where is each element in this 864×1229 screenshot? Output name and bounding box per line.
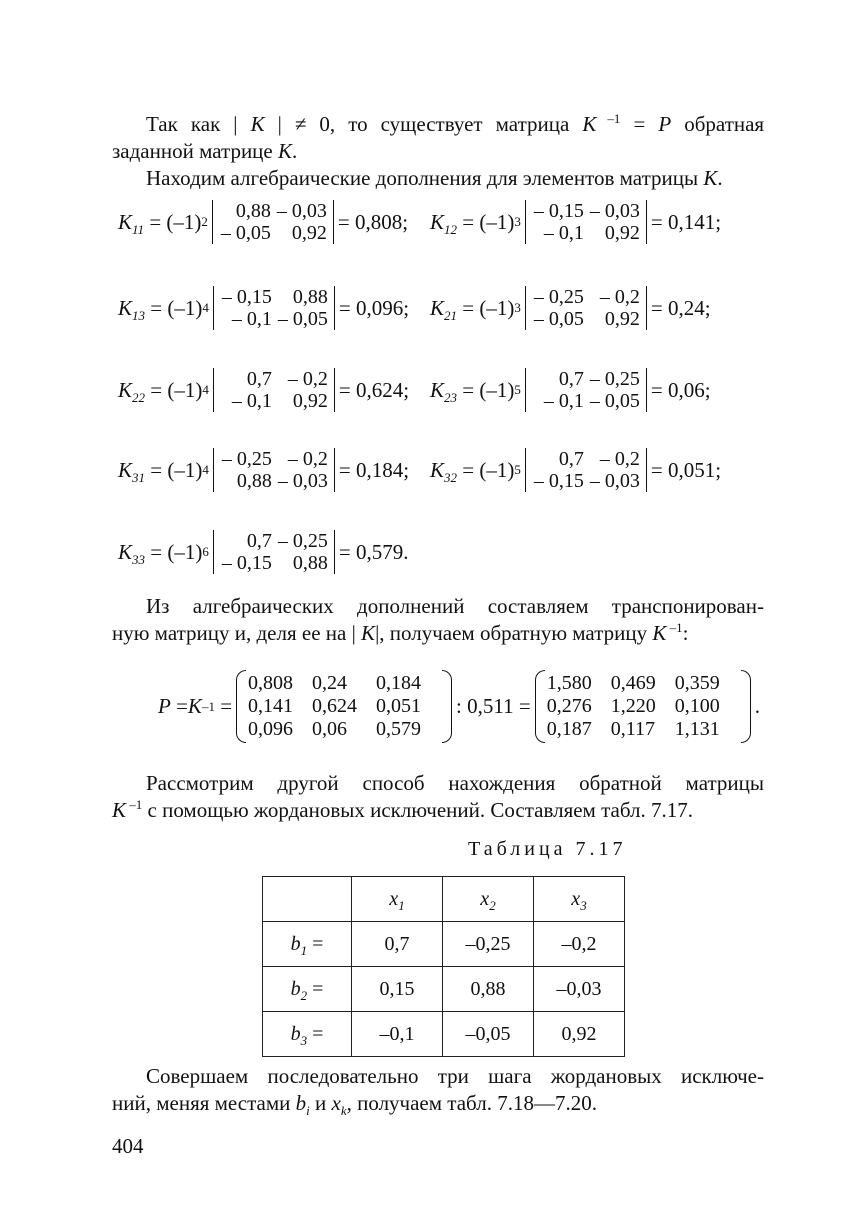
det-row [220, 286, 328, 308]
table-header-cell [263, 877, 352, 922]
var-label: $b_1$ [290, 932, 308, 958]
cofactor-index: 11 [132, 221, 145, 237]
cofactor-result: = 0,06; [650, 377, 711, 402]
det-cell: 0,7 [558, 448, 584, 470]
cofactor-result: = 0,579. [338, 539, 409, 564]
matrix-cell: 0,096 [248, 718, 294, 740]
cofactor-index: 23 [444, 389, 458, 405]
table-cell: 0,7 [352, 922, 443, 967]
table-cell: –0,03 [534, 967, 625, 1012]
cofactor-index: 31 [132, 469, 146, 485]
cofactor-symbol: $K_{23}$ [430, 377, 458, 405]
minor-determinant [525, 286, 647, 330]
det-cell: – 0,2 [599, 286, 640, 308]
var-index: 3 [300, 1032, 308, 1048]
cofactor-index: 22 [132, 389, 146, 405]
cofactor-symbol: $K_{11}$ [118, 209, 145, 237]
matrix-cell: 0,117 [610, 718, 655, 740]
row-label: $b_3$ = [263, 1012, 352, 1057]
matrix-cell: 0,06 [312, 718, 348, 740]
var-label: $x_3$ [571, 887, 587, 913]
paragraph-transpose-line2: ную матрицу и, деля ее на | K|, получаем обратную матрицу K $^{-1}$: [112, 620, 689, 645]
table-header-row [263, 877, 625, 922]
cofactor-K31: $K_{31}$ = (–1) 4 – 0,25 – 0,2 0,88 – 0,03 = 0,184; [118, 448, 410, 492]
table-header-cell [443, 877, 534, 922]
var-index: 1 [300, 942, 308, 958]
minor-determinant [213, 368, 335, 412]
row-label: $b_1$ = [263, 922, 352, 967]
cofactor-K32: $K_{32}$ = (–1) 5 0,7 – 0,2 – 0,15 – 0,03 = 0,051; [430, 448, 722, 492]
det-cell: 0,88 [292, 286, 328, 308]
sign-factor: = (–1) [144, 209, 202, 234]
var-label: $x_2$ [480, 887, 496, 913]
cofactor-index: 33 [132, 551, 146, 567]
row-label: $b_2$ = [263, 967, 352, 1012]
det-cell: – 0,1 [231, 308, 272, 330]
det-cell: – 0,1 [231, 390, 272, 412]
cofactor-K33: $K_{33}$ = (–1) 6 0,7 – 0,25 – 0,15 0,88 = 0,579. [118, 530, 409, 574]
minor-determinant [213, 448, 335, 492]
cofactor-symbol: $K_{22}$ [118, 377, 146, 405]
det-cell: 0,7 [246, 368, 272, 390]
matrix-cell: 0,184 [376, 672, 422, 694]
cofactor-symbol: $K_{21}$ [430, 295, 458, 323]
var-index: 2 [300, 987, 308, 1003]
det-cell: – 0,03 [276, 200, 327, 222]
det-cell: 0,7 [558, 368, 584, 390]
matrix-row [547, 672, 739, 695]
matrix-cell: 0,808 [248, 672, 294, 694]
det-cell: 0,92 [291, 222, 327, 244]
paragraph-find-cofactors: Находим алгебраические дополнения для элементов матрицы K. [146, 166, 723, 190]
paragraph-transpose: Из алгебраических дополнений составляем транспонирован- [146, 594, 764, 618]
var-label: $x_1$ [389, 887, 405, 913]
transposed-cofactor-matrix [236, 672, 452, 741]
cofactor-result: = 0,096; [338, 295, 410, 320]
det-cell: – 0,05 [533, 308, 584, 330]
det-row [532, 448, 640, 470]
cofactor-result: = 0,808; [337, 209, 409, 234]
matrix-cell: 1,220 [610, 695, 656, 717]
det-row [220, 308, 328, 330]
det-row [220, 368, 328, 390]
var-index: 3 [580, 897, 587, 913]
det-row [532, 368, 640, 390]
det-cell: 0,88 [292, 552, 328, 574]
matrix-row [547, 695, 739, 718]
det-cell: – 0,03 [277, 470, 328, 492]
det-cell: 0,7 [246, 530, 272, 552]
det-cell: – 0,1 [543, 390, 584, 412]
det-cell: – 0,1 [543, 222, 584, 244]
det-cell: – 0,05 [277, 308, 328, 330]
det-row [532, 222, 640, 244]
matrix-cell: 0,100 [674, 695, 720, 717]
det-row [220, 448, 328, 470]
minor-determinant [212, 200, 334, 244]
det-cell: – 0,25 [221, 448, 272, 470]
det-cell: 0,88 [236, 470, 272, 492]
cofactor-index: 13 [132, 307, 146, 323]
cofactor-K23: $K_{23}$ = (–1) 5 0,7 – 0,25 – 0,1 – 0,05 = 0,06; [430, 368, 711, 412]
table-row [263, 967, 625, 1012]
minor-determinant [213, 530, 335, 574]
det-row [532, 390, 640, 412]
det-row [532, 286, 640, 308]
cofactor-symbol: $K_{33}$ [118, 539, 146, 567]
sign-factor: = (–1) [145, 539, 203, 564]
sign-factor: = (–1) [457, 295, 515, 320]
var-index: 2 [489, 897, 496, 913]
matrix-cell: 0,469 [610, 672, 656, 694]
cofactor-result: = 0,184; [338, 457, 410, 482]
paragraph-steps-line2: ний, меняя местами $b_i$ и $x_k$, получаем табл. 7.18—7.20. [112, 1091, 597, 1119]
det-row [219, 200, 327, 222]
det-cell: – 0,25 [277, 530, 328, 552]
cofactor-result: = 0,624; [338, 377, 410, 402]
matrix-cell: 0,141 [248, 695, 294, 717]
det-row [220, 470, 328, 492]
det-cell: – 0,03 [589, 470, 640, 492]
cofactor-symbol: $K_{32}$ [430, 457, 458, 485]
cofactor-K12: $K_{12}$ = (–1) 3 – 0,15 – 0,03 – 0,1 0,92 = 0,141; [430, 200, 722, 244]
matrix-row [248, 672, 440, 695]
sign-factor: = (–1) [145, 457, 203, 482]
table-cell: –0,2 [534, 922, 625, 967]
det-cell: 0,92 [604, 222, 640, 244]
sign-factor: = (–1) [145, 377, 203, 402]
det-row [532, 200, 640, 222]
matrix-cell: 0,624 [312, 695, 358, 717]
paragraph-existence: Так как | K | ≠ 0, то существует матрица K $^{-1}$ = P обратная [146, 111, 765, 136]
sign-factor: = (–1) [457, 209, 515, 234]
sign-factor: = (–1) [145, 295, 203, 320]
matrix-row [248, 695, 440, 718]
det-cell: – 0,25 [533, 286, 584, 308]
matrix-row [547, 718, 739, 741]
cofactor-result: = 0,141; [650, 209, 722, 234]
var-label: $b_3$ [290, 1022, 308, 1048]
table-7-17 [262, 876, 625, 1057]
det-cell: – 0,2 [287, 448, 328, 470]
matrix-cell: 0,579 [376, 718, 422, 740]
det-cell: – 0,15 [221, 552, 272, 574]
table-cell: 0,88 [443, 967, 534, 1012]
det-cell: 0,92 [292, 390, 328, 412]
var-index: 1 [398, 897, 405, 913]
table-cell: 0,15 [352, 967, 443, 1012]
table-header-cell [352, 877, 443, 922]
inverse-matrix [535, 672, 751, 741]
det-row [220, 552, 328, 574]
det-cell: – 0,05 [220, 222, 271, 244]
cofactor-K13: $K_{13}$ = (–1) 4 – 0,15 0,88 – 0,1 – 0,05 = 0,096; [118, 286, 410, 330]
cofactor-K11: $K_{11}$ = (–1) 2 0,88 – 0,03 – 0,05 0,92 = 0,808; [118, 200, 409, 244]
det-cell: – 0,25 [589, 368, 640, 390]
matrix-cell: 0,359 [674, 672, 720, 694]
minor-determinant [525, 448, 647, 492]
matrix-cell: 0,24 [312, 672, 348, 694]
paragraph-jordan: Рассмотрим другой способ нахождения обратной матрицы [146, 771, 764, 795]
cofactor-symbol: $K_{12}$ [430, 209, 458, 237]
cofactor-result: = 0,051; [650, 457, 722, 482]
det-row [532, 470, 640, 492]
cofactor-K22: $K_{22}$ = (–1) 4 0,7 – 0,2 – 0,1 0,92 = 0,624; [118, 368, 410, 412]
table-header-cell [534, 877, 625, 922]
minor-determinant [525, 200, 647, 244]
table-cell: –0,1 [352, 1012, 443, 1057]
det-row [220, 390, 328, 412]
det-cell: 0,92 [604, 308, 640, 330]
det-cell: – 0,2 [287, 368, 328, 390]
table-row [263, 1012, 625, 1057]
matrix-row [248, 718, 440, 741]
table-cell: 0,92 [534, 1012, 625, 1057]
det-row [532, 308, 640, 330]
sign-factor: = (–1) [457, 457, 515, 482]
table-row [263, 922, 625, 967]
cofactor-index: 21 [444, 307, 458, 323]
inverse-matrix-equation: P = K –1 = 0,808 0,24 0,184 0,141 0,624 0,051 0,096 0,06 0,579 : 0,511 = 1,580 0,469 0,359 0,276 1,220 0,100 0,187 0,117 1,131 . [158, 672, 760, 740]
minor-determinant [213, 286, 335, 330]
paragraph-steps: Совершаем последовательно три шага жордановых исключе- [146, 1064, 764, 1088]
table-cell: –0,05 [443, 1012, 534, 1057]
var-label: $b_2$ [290, 977, 308, 1003]
matrix-cell: 0,051 [376, 695, 422, 717]
det-cell: – 0,05 [589, 390, 640, 412]
minor-determinant [525, 368, 647, 412]
det-cell: 0,88 [235, 200, 271, 222]
paragraph-existence-line2: заданной матрице K. [112, 139, 298, 163]
det-cell: – 0,15 [533, 200, 584, 222]
det-cell: – 0,15 [533, 470, 584, 492]
det-cell: – 0,15 [221, 286, 272, 308]
table-caption: Таблица 7.17 [468, 838, 627, 860]
det-row [220, 530, 328, 552]
cofactor-symbol: $K_{31}$ [118, 457, 146, 485]
cofactor-symbol: $K_{13}$ [118, 295, 146, 323]
cofactor-result: = 0,24; [650, 295, 711, 320]
det-cell: – 0,2 [599, 448, 640, 470]
cofactor-index: 32 [444, 469, 458, 485]
det-cell: – 0,03 [589, 200, 640, 222]
table-cell: –0,25 [443, 922, 534, 967]
page-number: 404 [112, 1134, 144, 1158]
cofactor-index: 12 [444, 221, 458, 237]
cofactor-K21: $K_{21}$ = (–1) 3 – 0,25 – 0,2 – 0,05 0,92 = 0,24; [430, 286, 711, 330]
sign-factor: = (–1) [457, 377, 515, 402]
det-row [219, 222, 327, 244]
matrix-cell: 1,131 [674, 718, 720, 740]
matrix-cell: 0,187 [546, 718, 592, 740]
matrix-cell: 0,276 [546, 695, 592, 717]
paragraph-jordan-line2: K $^{-1}$ с помощью жордановых исключений. Составляем табл. 7.17. [112, 797, 693, 822]
matrix-cell: 1,580 [546, 672, 592, 694]
